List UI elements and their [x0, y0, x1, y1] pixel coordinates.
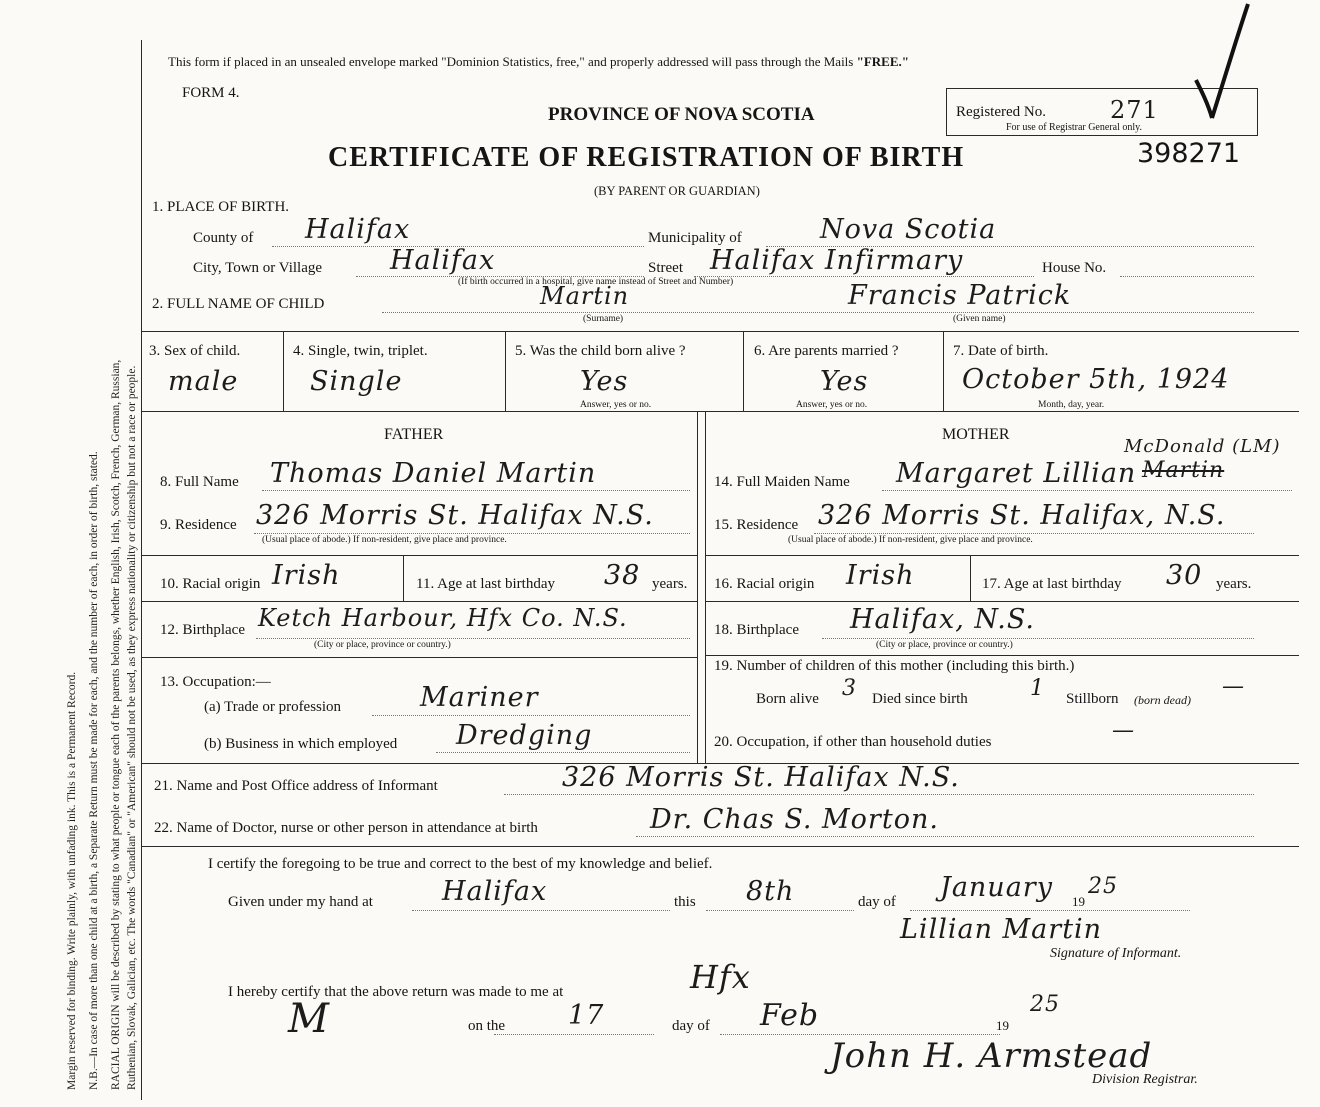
- given-at-label: Given under my hand at: [228, 894, 373, 910]
- business-value: Dredging: [456, 720, 593, 751]
- county-value: Halifax: [305, 214, 411, 245]
- child-surname: Martin: [540, 282, 630, 310]
- margin-instruction-1: Margin reserved for binding. Write plainly, with unfading ink. This is a Permanent Record.: [66, 671, 78, 1090]
- registrar-signature-label: Division Registrar.: [1092, 1072, 1198, 1087]
- child-given-name: Francis Patrick: [848, 280, 1072, 311]
- father-age-value: 38: [604, 560, 641, 591]
- province-heading: PROVINCE OF NOVA SCOTIA: [548, 104, 815, 125]
- mother-residence-note: (Usual place of abode.) If non-resident, give place and province.: [788, 535, 1033, 545]
- born-alive-count-label: Born alive: [756, 691, 819, 707]
- registrar-day: 17: [568, 1000, 605, 1031]
- mother-name-correction: McDonald (LM): [1124, 436, 1281, 457]
- mother-name-value: Margaret Lillian: [896, 458, 1137, 489]
- registrar-on-label: on the: [468, 1018, 506, 1034]
- mother-race-label: 16. Racial origin: [714, 576, 815, 592]
- mother-occupation-label: 20. Occupation, if other than household duties: [714, 734, 992, 750]
- mother-birthplace-value: Halifax, N.S.: [850, 604, 1035, 635]
- registrar-year-prefix: 19: [996, 1018, 1009, 1033]
- stillborn-label: Stillborn: [1066, 691, 1119, 707]
- mother-race-value: Irish: [846, 560, 915, 591]
- father-race-label: 10. Racial origin: [160, 576, 261, 592]
- informant-signature: Lillian Martin: [900, 914, 1103, 945]
- margin-instruction-4: Ruthenian, Slovak, Galician, etc. The words "Canadian" or "American" should not be used, as they express nationality or citizenship but not a race or people.: [126, 365, 138, 1090]
- mother-age-label: 17. Age at last birthday: [982, 576, 1122, 592]
- stillborn-note: (born dead): [1134, 693, 1191, 707]
- mother-years-label: years.: [1216, 576, 1252, 592]
- father-race-value: Irish: [272, 560, 341, 591]
- informant-label: 21. Name and Post Office address of Informant: [154, 778, 438, 794]
- trade-value: Mariner: [420, 682, 539, 713]
- registrar-place: Hfx: [690, 958, 751, 996]
- business-label: (b) Business in which employed: [204, 736, 398, 752]
- stillborn-count: —: [1222, 674, 1245, 699]
- mother-birthplace-label: 18. Birthplace: [714, 622, 799, 638]
- father-birthplace-value: Ketch Harbour, Hfx Co. N.S.: [258, 604, 628, 632]
- registrar-year: 25: [1030, 992, 1060, 1017]
- doctor-value: Dr. Chas S. Morton.: [650, 804, 939, 835]
- city-label: City, Town or Village: [193, 260, 323, 276]
- parents-married-note: Answer, yes or no.: [796, 400, 868, 410]
- father-years-label: years.: [652, 576, 688, 592]
- mother-heading: MOTHER: [942, 426, 1010, 443]
- street-value: Halifax Infirmary: [710, 245, 964, 276]
- dob-label: 7. Date of birth.: [953, 343, 1049, 359]
- trade-label: (a) Trade or profession: [204, 699, 342, 715]
- check-mark-icon: [1186, 0, 1256, 125]
- doctor-label: 22. Name of Doctor, nurse or other person in attendance at birth: [154, 820, 538, 836]
- occupation-label: 13. Occupation:—: [160, 674, 271, 690]
- given-year: 25: [1088, 874, 1118, 899]
- given-day-of-label: day of: [858, 894, 896, 910]
- mother-residence-label: 15. Residence: [714, 517, 799, 533]
- father-birthplace-note: (City or place, province or country.): [314, 640, 451, 650]
- mother-residence-value: 326 Morris St. Halifax, N.S.: [818, 500, 1226, 531]
- born-alive-label: 5. Was the child born alive ?: [515, 343, 686, 359]
- father-age-label: 11. Age at last birthday: [416, 576, 555, 592]
- mother-age-value: 30: [1166, 560, 1203, 591]
- place-of-birth-heading: 1. PLACE OF BIRTH.: [152, 199, 290, 215]
- father-residence-value: 326 Morris St. Halifax N.S.: [256, 500, 654, 531]
- binding-margin: [0, 0, 140, 1107]
- given-day: 8th: [746, 876, 795, 907]
- father-birthplace-label: 12. Birthplace: [160, 622, 245, 638]
- surname-note: (Surname): [583, 314, 624, 324]
- children-count-label: 19. Number of children of this mother (including this birth.): [714, 658, 1075, 674]
- registered-no-value: 271: [1110, 96, 1159, 124]
- certificate-subtitle: (BY PARENT OR GUARDIAN): [594, 184, 760, 198]
- municipality-label: Municipality of: [648, 230, 742, 246]
- mother-name-struck: Martin: [1142, 458, 1225, 483]
- this-label: this: [674, 894, 696, 910]
- dob-note: Month, day, year.: [1038, 400, 1105, 410]
- plurality-value: Single: [310, 366, 403, 397]
- margin-instruction-3: RACIAL ORIGIN will be described by stating to what people or tongue each of the parents belongs, whether English, Irish, Scotch, French, German, Russian,: [110, 359, 122, 1090]
- father-name-value: Thomas Daniel Martin: [270, 458, 597, 489]
- postal-notice: This form if placed in an unsealed envelope marked "Dominion Statistics, free," and properly addressed will pass through the Mails "FREE.": [168, 54, 909, 69]
- died-count-label: Died since birth: [872, 691, 968, 707]
- father-residence-note: (Usual place of abode.) If non-resident, give place and province.: [262, 535, 507, 545]
- informant-value: 326 Morris St. Halifax N.S.: [562, 762, 960, 793]
- house-no-label: House No.: [1042, 260, 1107, 276]
- sex-label: 3. Sex of child.: [149, 343, 241, 359]
- parents-married-label: 6. Are parents married ?: [754, 343, 899, 359]
- margin-rule: [141, 40, 142, 1100]
- registrar-month: Feb: [760, 998, 820, 1033]
- registrar-initials: M: [288, 996, 330, 1042]
- certification-statement: I certify the foregoing to be true and correct to the best of my knowledge and belief.: [208, 856, 713, 872]
- father-heading: FATHER: [384, 426, 444, 443]
- born-alive-note: Answer, yes or no.: [580, 400, 652, 410]
- registered-no-label: Registered No.: [956, 104, 1046, 120]
- registrar-day-of-label: day of: [672, 1018, 710, 1034]
- dob-value: October 5th, 1924: [962, 364, 1230, 395]
- plurality-label: 4. Single, twin, triplet.: [293, 343, 428, 359]
- child-name-label: 2. FULL NAME OF CHILD: [152, 296, 325, 312]
- mother-birthplace-note: (City or place, province or country.): [876, 640, 1013, 650]
- given-name-note: (Given name): [953, 314, 1006, 324]
- given-year-prefix: 19: [1072, 894, 1085, 909]
- mother-occupation-value: —: [1112, 718, 1135, 743]
- registrar-signature: John H. Armstead: [830, 1036, 1153, 1076]
- hospital-note: (If birth occurred in a hospital, give name instead of Street and Number): [458, 277, 734, 287]
- given-at-place: Halifax: [442, 876, 548, 907]
- registered-no-note: For use of Registrar General only.: [1006, 122, 1142, 133]
- city-value: Halifax: [390, 245, 496, 276]
- county-label: County of: [193, 230, 254, 246]
- margin-instruction-2: N.B.—In case of more than one child at a birth, a Separate Return must be made for each, and the number of each, in order of birth, stated.: [88, 451, 100, 1090]
- registrar-statement: I hereby certify that the above return was made to me at: [228, 984, 564, 1000]
- born-alive-count: 3: [842, 676, 857, 701]
- parents-married-value: Yes: [820, 366, 869, 397]
- certificate-title: CERTIFICATE OF REGISTRATION OF BIRTH: [328, 142, 965, 173]
- informant-signature-label: Signature of Informant.: [1050, 946, 1182, 961]
- stamped-number: 398271: [1137, 138, 1241, 169]
- sex-value: male: [168, 366, 239, 397]
- given-month: January: [940, 872, 1053, 903]
- municipality-value: Nova Scotia: [820, 214, 997, 245]
- father-name-label: 8. Full Name: [160, 474, 239, 490]
- street-label: Street: [648, 260, 683, 276]
- form-number: FORM 4.: [182, 85, 240, 101]
- died-count: 1: [1030, 676, 1045, 701]
- born-alive-value: Yes: [580, 366, 629, 397]
- mother-name-label: 14. Full Maiden Name: [714, 474, 850, 490]
- father-residence-label: 9. Residence: [160, 517, 237, 533]
